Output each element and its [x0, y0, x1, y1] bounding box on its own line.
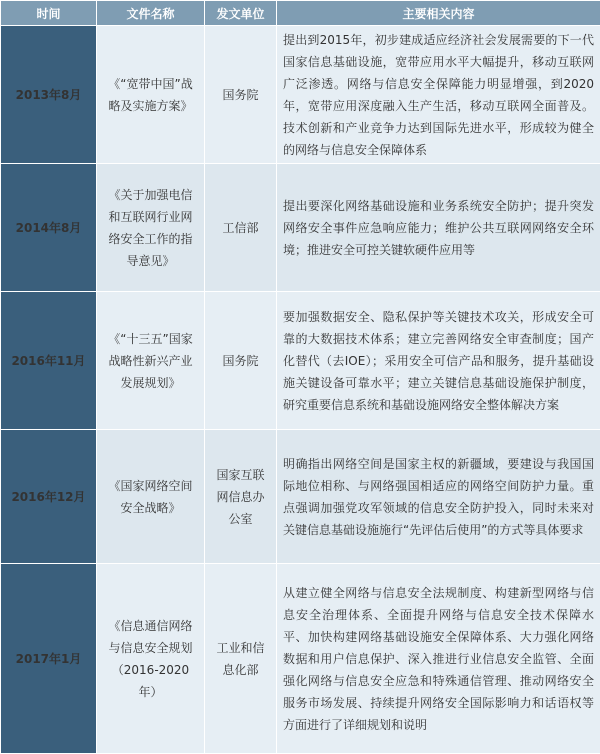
header-unit: 发文单位 — [205, 1, 277, 26]
table-row — [1, 292, 600, 430]
cell-content: 要加强数据安全、隐私保护等关键技术攻关，形成安全可靠的大数据技术体系；建立完善网络安全审查制度；国产化替代（去IOE）；采用安全可信产品和服务，提升基础设施关键设备可靠水平；建立关键信息基础设施保护制度，研究重要信息系统和基础设施网络安全整体解决方案 — [277, 292, 600, 430]
header-time: 时间 — [1, 1, 97, 26]
cell-content: 明确指出网络空间是国家主权的新疆域，要建设与我国国际地位相称、与网络强国相适应的网络空间防护力量。重点强调加强党攻军领域的信息安全防护投入，同时未来对关键信息基础设施施行“先评估后使用”的方式等具体要求 — [277, 430, 600, 564]
cell-name: 《“宽带中国”战略及实施方案》 — [97, 26, 205, 164]
table-row — [1, 564, 600, 754]
cell-content: 从建立健全网络与信息安全法规制度、构建新型网络与信息安全治理体系、全面提升网络与信息安全技术保障水平、加快构建网络基础设施安全保障体系、大力强化网络数据和用户信息保护、深入推进行业信息安全监管、全面强化网络与信息安全应急和特殊通信管理、推动网络安全服务市场发展、持续提升网络安全国际影响力和话语权等方面进行了详细规划和说明 — [277, 564, 600, 754]
cell-name: 《信息通信网络与信息安全规划（2016-2020年） — [97, 564, 205, 754]
cell-unit: 工信部 — [205, 164, 277, 292]
cell-unit: 国务院 — [205, 292, 277, 430]
cell-time: 2016年12月 — [1, 430, 97, 564]
header-row — [1, 1, 600, 26]
table-row — [1, 164, 600, 292]
cell-unit: 国务院 — [205, 26, 277, 164]
cell-unit: 国家互联网信息办公室 — [205, 430, 277, 564]
cell-time: 2016年11月 — [1, 292, 97, 430]
cell-time: 2013年8月 — [1, 26, 97, 164]
cell-content: 提出要深化网络基础设施和业务系统安全防护；提升突发网络安全事件应急响应能力；维护公共互联网网络安全环境；推进安全可控关键软硬件应用等 — [277, 164, 600, 292]
cell-name: 《关于加强电信和互联网行业网络安全工作的指导意见》 — [97, 164, 205, 292]
header-content: 主要相关内容 — [277, 1, 600, 26]
table-row — [1, 430, 600, 564]
table-row — [1, 26, 600, 164]
cell-content: 提出到2015年，初步建成适应经济社会发展需要的下一代国家信息基础设施，宽带应用水平大幅提升，移动互联网广泛渗透。网络与信息安全保障能力明显增强，到2020年，宽带应用深度融入生产生活，移动互联网全面普及。技术创新和产业竞争力达到国际先进水平，形成较为健全的网络与信息安全保障体系 — [277, 26, 600, 164]
cell-unit: 工业和信息化部 — [205, 564, 277, 754]
cell-name: 《“十三五”国家战略性新兴产业发展规划》 — [97, 292, 205, 430]
header-name: 文件名称 — [97, 1, 205, 26]
cell-time: 2014年8月 — [1, 164, 97, 292]
cell-time: 2017年1月 — [1, 564, 97, 754]
cell-name: 《国家网络空间安全战略》 — [97, 430, 205, 564]
